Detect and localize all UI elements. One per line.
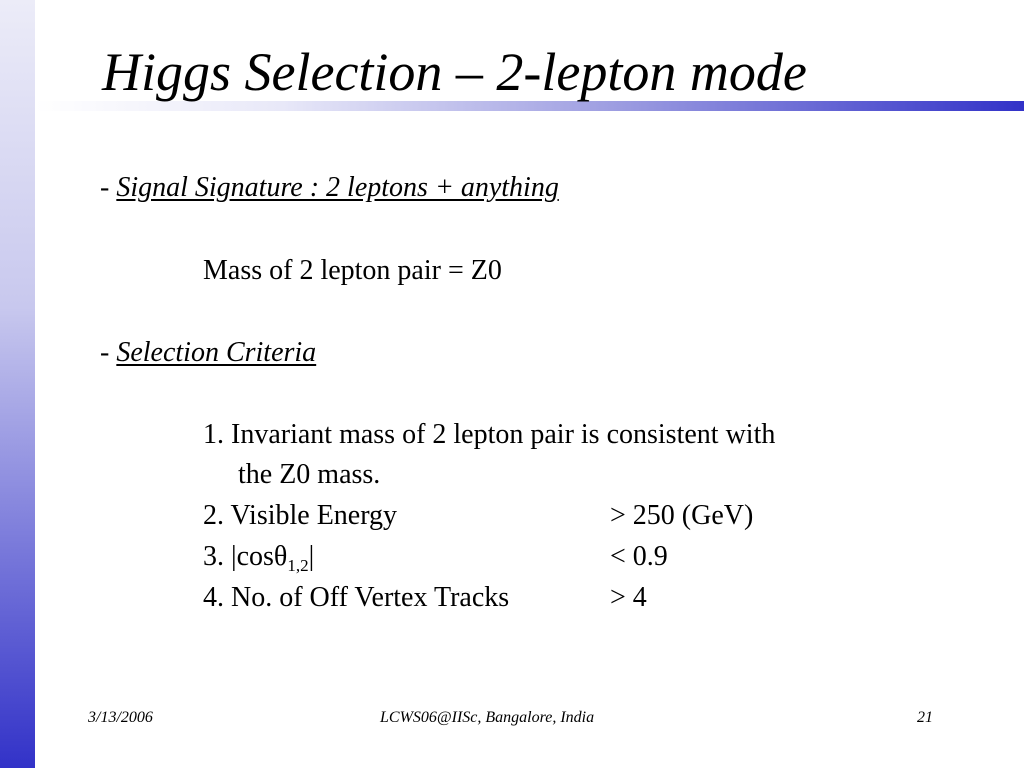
slide-title: Higgs Selection – 2-lepton mode	[102, 42, 807, 102]
title-underline-bar	[35, 101, 1024, 111]
criterion-2-value: > 250 (GeV)	[610, 500, 754, 531]
criterion-3-prefix: 3. |cosθ	[203, 541, 288, 572]
bullet-signal-signature	[100, 172, 559, 204]
criterion-3-label	[203, 541, 314, 582]
signature-heading: Signal Signature : 2 leptons + anything	[116, 172, 559, 203]
bullet-dash: -	[100, 337, 110, 368]
criteria-heading: Selection Criteria	[116, 337, 317, 368]
criterion-3-value: < 0.9	[610, 541, 668, 572]
criterion-3-subscript: 1,2	[287, 556, 309, 575]
criterion-4-value: > 4	[610, 582, 647, 613]
bullet-dash: -	[100, 172, 110, 203]
criterion-4-label: 4. No. of Off Vertex Tracks	[203, 582, 510, 613]
footer-date: 3/13/2006	[88, 709, 153, 726]
left-accent-bar	[0, 0, 35, 768]
mass-line: Mass of 2 lepton pair = Z0	[203, 255, 502, 286]
criterion-2-label: 2. Visible Energy	[203, 500, 398, 531]
criterion-1-line2: the Z0 mass.	[238, 459, 381, 490]
criterion-3-suffix: |	[308, 541, 315, 572]
bullet-selection-criteria	[100, 337, 316, 369]
footer-page-number: 21	[917, 709, 933, 726]
footer-venue: LCWS06@IISc, Bangalore, India	[380, 709, 595, 726]
criterion-1-line1: 1. Invariant mass of 2 lepton pair is consistent with	[203, 419, 776, 450]
